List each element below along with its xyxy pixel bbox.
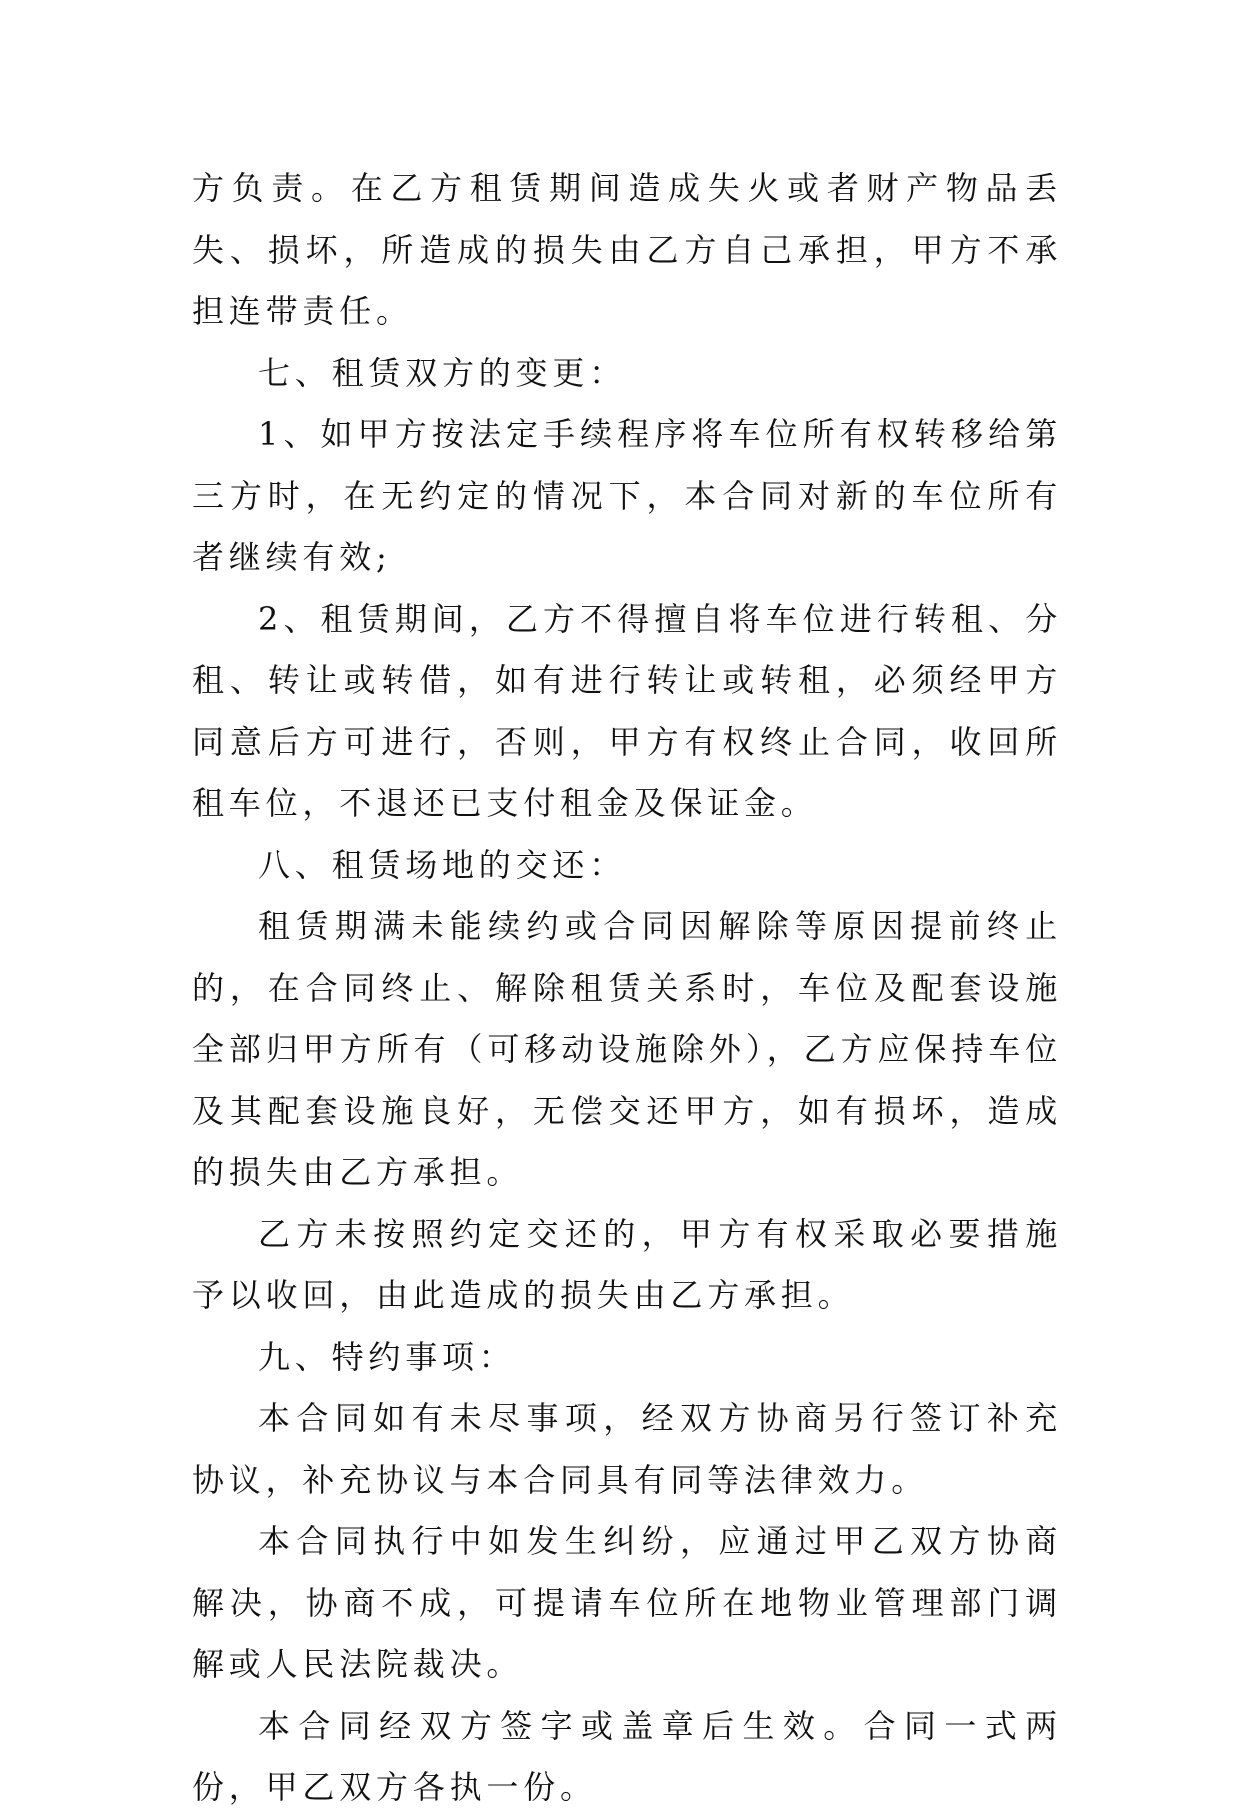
section-heading-seven: 七、租赁双方的变更： — [258, 353, 627, 392]
paragraph-effective: 本合同经双方签字或盖章后生效。合同一式两份，甲乙双方各执一份。 — [192, 1706, 1062, 1806]
paragraph-dispute: 本合同执行中如发生纠纷，应通过甲乙双方协商解决，协商不成，可提请车位所在地物业管理部门调解或人民法院裁决。 — [192, 1522, 1062, 1683]
section-heading-nine: 九、特约事项： — [258, 1337, 516, 1376]
section-heading-eight: 八、租赁场地的交还： — [258, 845, 627, 884]
paragraph-return-default: 乙方未按照约定交还的，甲方有权采取必要措施予以收回，由此造成的损失由乙方承担。 — [192, 1214, 1062, 1314]
paragraph-supplement: 本合同如有未尽事项，经双方协商另行签订补充协议，补充协议与本合同具有同等法律效力。 — [192, 1399, 1062, 1499]
paragraph-clause-7-2: 2、租赁期间，乙方不得擅自将车位进行转租、分租、转让或转借，如有进行转让或转租，必须经甲方同意后方可进行，否则，甲方有权终止合同，收回所租车位，不退还已支付租金及保证金。 — [192, 599, 1062, 822]
paragraph-liability-continued: 方负责。在乙方租赁期间造成失火或者财产物品丢失、损坏，所造成的损失由乙方自己承担，甲方不承担连带责任。 — [192, 169, 1062, 330]
paragraph-return-terms: 租赁期满未能续约或合同因解除等原因提前终止的，在合同终止、解除租赁关系时，车位及配套设施全部归甲方所有（可移动设施除外），乙方应保持车位及其配套设施良好，无偿交还甲方，如有损坏，造成的损失由乙方承担。 — [192, 907, 1062, 1191]
contract-body — [192, 158, 1062, 1819]
paragraph-clause-7-1: 1、如甲方按法定手续程序将车位所有权转移给第三方时，在无约定的情况下，本合同对新的车位所有者继续有效; — [192, 415, 1062, 576]
